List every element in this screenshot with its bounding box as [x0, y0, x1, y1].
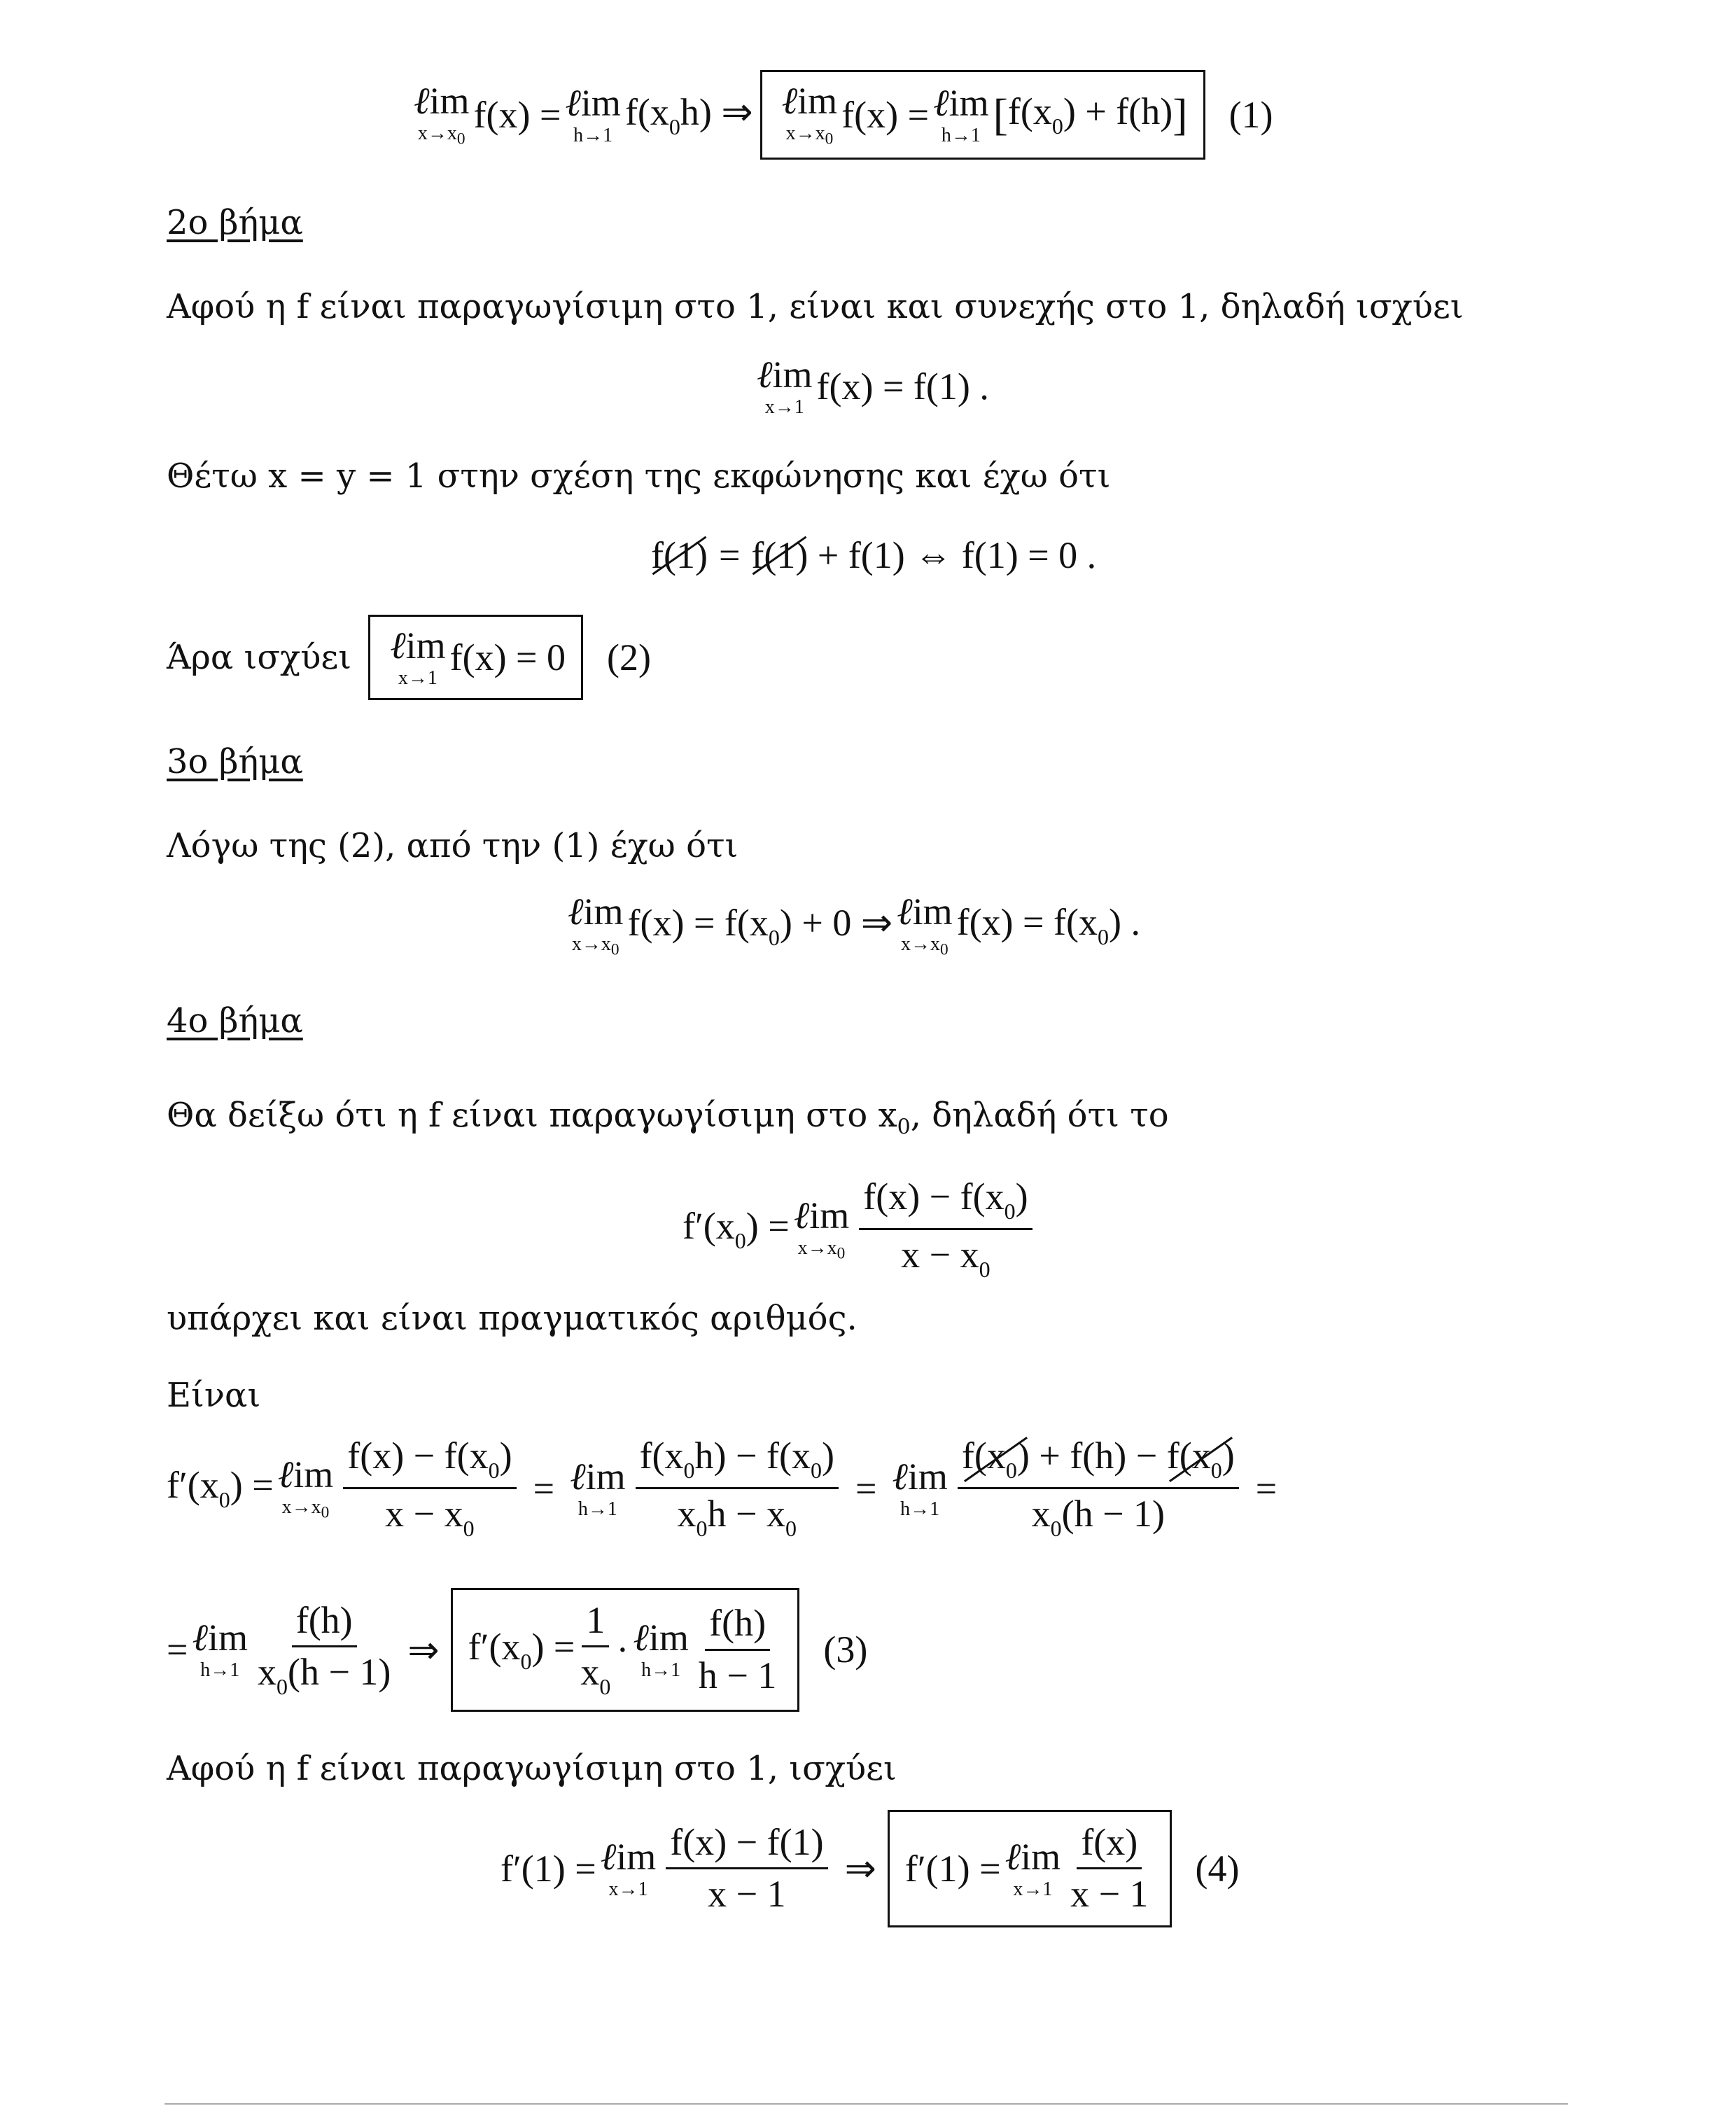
limit-operator: ℓim $x\to x_0$ — [414, 78, 470, 148]
equation-derivative-result: = ℓim h→1 $\frac{f(h)}{x_0(h - 1)}$ ⇒ $f'(x_0)$ = $\frac{1}{x_0}$ · ℓim h→1 $\frac{f(h)}{h - 1}$ (3) — [167, 1588, 867, 1712]
paragraph-therefore: Άρα ισχύει — [167, 638, 352, 677]
conclusion-row-2 — [167, 615, 651, 700]
equation-label-4: (4) — [1195, 1847, 1240, 1890]
equation-derivative-at-1: f′(1) = ℓim x→1 $\frac{f(x) - f(1)}{x - 1}$ ⇒ f′(1) = ℓim x→1 $\frac{f(x)}{x - 1}$ (4) — [500, 1810, 1240, 1927]
equation-label-2: (2) — [607, 636, 651, 678]
boxed-result-2: ℓim x→1 f(x) = 0 — [368, 615, 583, 700]
paragraph-differentiable-at-1: Αφού η f είναι παραγωγίσιμη στο 1, ισχύει — [167, 1749, 897, 1788]
equation-1: ℓim $x\to x_0$ f(x) = ℓim h→1 $f(x_0h)$ ⇒ ℓim $x\to x_0$ f(x) = ℓim h→1 [ $f(x_0) + f(h)$ ] (1) — [410, 70, 1273, 160]
boxed-result-1: ℓim $x\to x_0$ f(x) = ℓim h→1 [ $f(x_0) + f(h)$ ] — [760, 70, 1205, 160]
paragraph-show-derivative: Θα δείξω ότι η f είναι παραγωγίσιμη στο $x_0$, δηλαδή ότι το — [167, 1096, 1169, 1140]
boxed-result-4: f′(1) = ℓim x→1 $\frac{f(x)}{x - 1}$ — [888, 1810, 1172, 1927]
equation-continuity: ℓim x→1 f(x) = f(1) . — [757, 352, 989, 418]
paragraph-is: Είναι — [167, 1376, 261, 1415]
paragraph-continuity: Αφού η f είναι παραγωγίσιμη στο 1, είναι και συνεχής στο 1, δηλαδή ισχύει — [167, 287, 1464, 326]
boxed-result-3: $f'(x_0)$ = $\frac{1}{x_0}$ · ℓim h→1 $\frac{f(h)}{h - 1}$ — [451, 1588, 800, 1712]
equation-label-3: (3) — [823, 1629, 868, 1671]
paragraph-substitution: Θέτω x = y = 1 στην σχέση της εκφώνησης και έχω ότι — [167, 456, 1111, 496]
equation-label-1: (1) — [1228, 93, 1273, 136]
equation-continuity-x0: ℓim $x\to x_0$ $f(x) = f(x_0) + 0$ ⇒ ℓim $x\to x_0$ $f(x) = f(x_0)$ . — [568, 889, 1140, 959]
paragraph-exists: υπάρχει και είναι πραγματικός αριθμός. — [167, 1299, 858, 1338]
footer-divider — [164, 2103, 1568, 2105]
step-3-heading: 3ο βήμα — [167, 742, 303, 781]
step-2-heading: 2ο βήμα — [167, 203, 303, 242]
equation-derivative-definition: $f'(x_0)$ = ℓim $x\to x_0$ $\frac{f(x) - f(x_0)}{x - x_0}$ — [682, 1176, 1038, 1282]
step-4-heading: 4ο βήμα — [167, 1001, 303, 1040]
equation-derivative-chain: $f'(x_0)$ = ℓim $x\to x_0$ $\frac{f(x) - f(x_0)}{x - x_0}$ = ℓim h→1 $\frac{f(x_0h) - f(x_0)}{x_0h - x_0}$ = ℓim h→1 $\frac{f(x_0) + f(h) - f(x_0)}{x_0(h - 1)}$ = — [167, 1435, 1278, 1542]
paragraph-because: Λόγω της (2), από την (1) έχω ότι — [167, 826, 738, 865]
equation-f1-zero: f(1) = f(1) + f(1) ⇔ f(1) = 0 . — [651, 534, 1097, 576]
